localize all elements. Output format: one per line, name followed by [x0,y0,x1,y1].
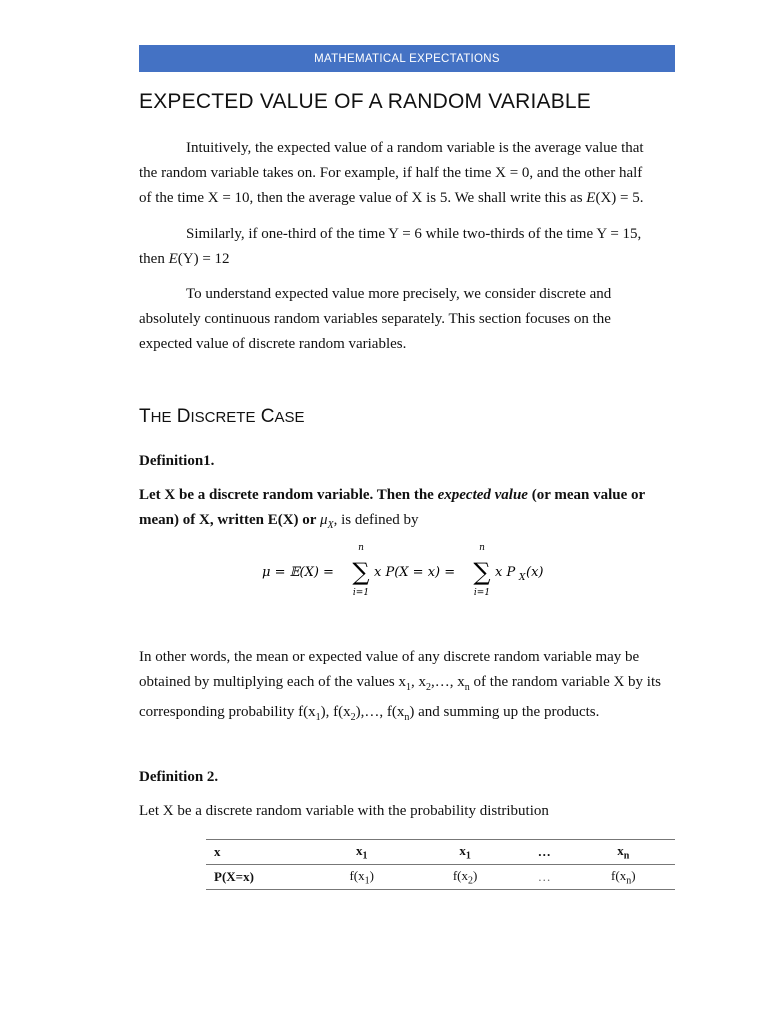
running-header-title: MATHEMATICAL EXPECTATIONS [314,52,500,65]
table-cell-fxn [572,865,675,890]
explanation-line-2-d: of the random variable X by its [469,674,661,690]
explanation-line-2-sub-n: n [464,682,470,693]
definition-2-text: Let X be a discrete random variable with the probability distribution [139,803,549,819]
formula-term-2-a: x P [495,565,516,580]
formula-sum1-upper: n [358,543,364,553]
definition-2-heading: Definition 2. [139,769,219,785]
intro-p2-line-2-text: then [139,251,169,267]
formula-term-2-subscript: X [519,573,526,583]
table-cell-x2-sub: 1 [465,850,471,862]
explanation-line-3-a: corresponding probability f(x [139,704,316,720]
intro-paragraph-3 [139,282,679,357]
formula-sum2-upper: n [479,543,485,553]
table-cell-x1-sub: 1 [362,850,368,862]
formula-sum1-symbol: ∑ [352,558,370,586]
table-cell-label-p: P(X=x) [206,865,310,890]
intro-paragraph-1 [139,136,679,211]
explanation-line-2-b: , x [411,674,427,690]
explanation-line-3 [139,700,679,730]
table-cell-fxn-a: f(x [611,867,627,883]
table-cell-ellipsis-1: … [517,840,572,865]
section-title-word-2: ISCRETE [190,409,256,426]
table-cell-fx1-sub: 1 [364,875,370,887]
formula-sum2-symbol: ∑ [473,558,491,586]
definition-1-line-1 [139,483,679,508]
table-row-probabilities [206,865,675,890]
table-cell-label-x: x [206,840,310,865]
running-header [139,45,675,72]
table-cell-fx1-b: ) [369,867,374,883]
explanation-line-3-sub-2: 2 [350,712,356,723]
section-title-letter-1: T [139,406,151,427]
intro-p2-expectation-symbol: E [168,251,178,267]
formula-lhs: μ = 𝔼(X) = [262,565,334,580]
formula-term-1: x P(X = x) = [374,565,456,580]
section-title-letter-2: D [176,406,191,427]
explanation-line-2-c: ,…, x [431,674,465,690]
definition-1-term: expected value [437,487,528,503]
table-cell-fx2-sub: 2 [468,875,473,887]
table-cell-xn-text: x [617,842,624,858]
intro-p1-line-3 [139,186,679,211]
table-cell-x1 [310,840,413,865]
section-title [139,406,305,428]
intro-p1-line-2: the random variable takes on. For example, if half the time X = 0, and the other half [139,165,643,181]
definition-1-mu-symbol: μ [319,512,328,528]
explanation-line-3-sub-n: n [404,712,410,723]
table-cell-xn [572,840,675,865]
definition-1-text [139,483,679,538]
table-cell-x1-text: x [355,842,363,858]
intro-p1-expectation-symbol: E [586,190,596,206]
definition-1-mu-subscript: X [327,520,334,531]
table-cell-ellipsis-2: … [517,865,572,890]
explanation-line-3-b: ), f(x [320,704,351,720]
intro-p3-line-1: To understand expected value more precisely, we consider discrete and [186,286,612,302]
explanation-line-3-d: ) and summing up the products. [409,704,600,720]
formula-term-2-b: (x) [526,565,544,580]
table-cell-x2 [413,840,516,865]
intro-p1-line-1: Intuitively, the expected value of a random variable is the average value that [186,140,644,156]
intro-p1-line-3-end: (X) = 5. [595,190,644,206]
table-cell-fx2-b: ) [473,867,478,883]
intro-p3-line-2: absolutely continuous random variables separately. This section focuses on the [139,311,611,327]
formula-sum1-lower: i=1 [352,588,370,598]
section-title-letter-3: C [260,406,275,427]
intro-p2-line-2 [139,247,679,272]
section-title-word-3: ASE [274,409,305,426]
table-cell-fx1 [310,865,413,890]
table-cell-xn-sub: n [623,850,630,862]
section-title-word-1: HE [150,409,172,426]
explanation-line-3-sub-1: 1 [315,712,321,723]
page-title: EXPECTED VALUE OF A RANDOM VARIABLE [139,90,592,113]
explanation-line-3-c: ),…, f(x [355,704,405,720]
intro-p2-line-1: Similarly, if one-third of the time Y = 6 while two-thirds of the time Y = 15, [186,226,642,242]
definition-1-line-1-c: (or mean value or [527,487,646,503]
explanation-line-2 [139,670,679,700]
definition-1-line-2-a: mean) of X, written E(X) or [139,512,320,528]
definition-1-heading: Definition1. [139,453,215,469]
explanation-line-2-a: obtained by multiplying each of the values x [139,674,407,690]
explanation-paragraph [139,645,679,730]
table-cell-fx2 [413,865,516,890]
explanation-line-1: In other words, the mean or expected value of any discrete random variable may be [139,649,640,665]
explanation-line-2-sub-1: 1 [406,682,412,693]
intro-p1-line-3-text: of the time X = 10, then the average value of X is 5. We shall write this as [139,190,587,206]
expected-value-formula [0,540,768,600]
table-cell-x2-text: x [459,842,466,858]
intro-paragraph-2 [139,222,679,272]
formula-sum2-lower: i=1 [473,588,491,598]
definition-1-line-2 [139,508,679,538]
table-row-values [206,840,675,865]
table-cell-fxn-sub: n [626,875,632,887]
intro-p3-line-3: expected value of discrete random variables. [139,336,407,352]
explanation-line-2-sub-2: 2 [426,682,432,693]
table-cell-fx2-a: f(x [452,867,468,883]
intro-p2-line-2-end: (Y) = 12 [177,251,230,267]
table-cell-fx1-a: f(x [349,867,365,883]
table-cell-fxn-b: ) [631,867,636,883]
definition-1-line-1-a: Let X be a discrete random variable. Then the [139,487,438,503]
probability-distribution-table [206,839,675,890]
definition-1-line-2-b: , is defined by [333,512,419,528]
